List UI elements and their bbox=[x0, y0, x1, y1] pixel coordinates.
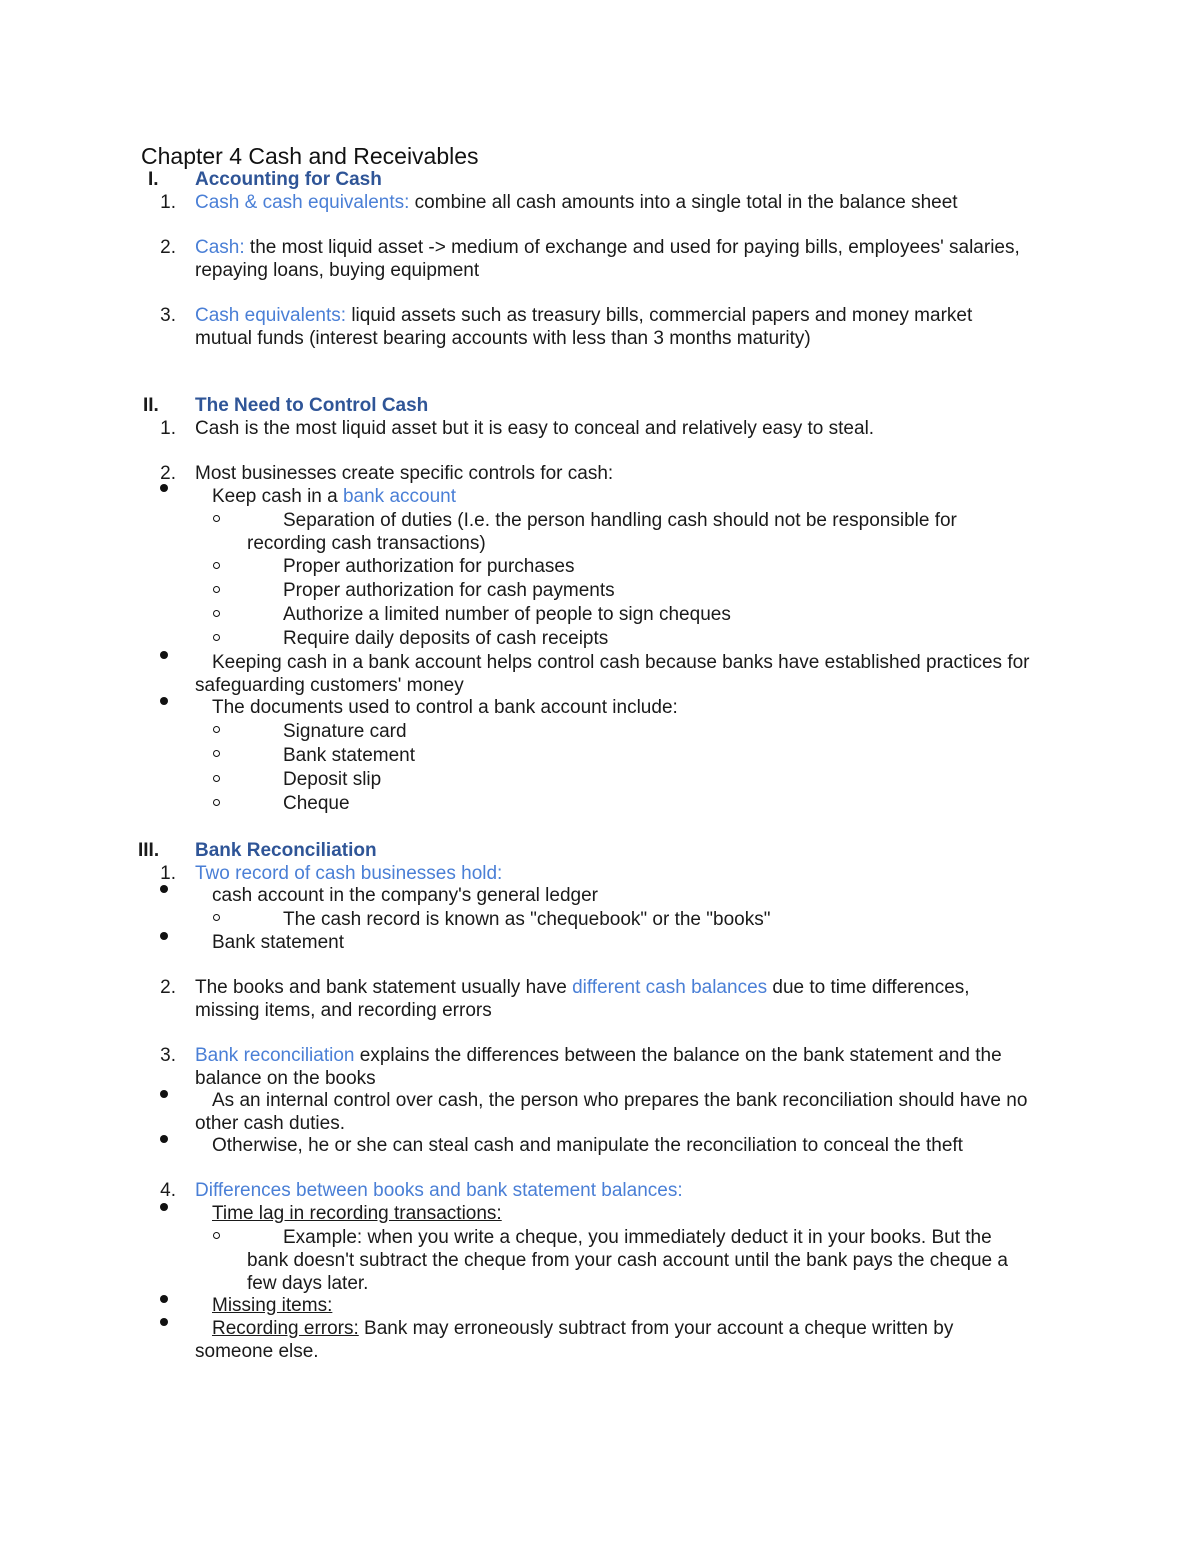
bullet-item: Bank statement bbox=[212, 932, 345, 953]
circle-bullet-icon bbox=[213, 515, 220, 522]
bullet-item: Time lag in recording transactions: bbox=[212, 1203, 502, 1224]
list-item bbox=[195, 236, 1020, 259]
circle-bullet-icon bbox=[213, 562, 220, 569]
item-text: due to time differences, bbox=[767, 977, 970, 998]
list-item bbox=[195, 1044, 1002, 1067]
list-number: 1. bbox=[160, 418, 176, 439]
circle-bullet-icon bbox=[213, 750, 220, 757]
bullet-item: cash account in the company's general ledger bbox=[212, 885, 598, 906]
bullet-item bbox=[212, 1317, 953, 1340]
circle-bullet-icon bbox=[213, 1232, 220, 1239]
section-heading: Bank Reconciliation bbox=[195, 840, 377, 861]
term: Cash & cash equivalents: bbox=[195, 192, 410, 213]
bullet-icon bbox=[160, 651, 168, 659]
sub-bullet-item: Bank statement bbox=[283, 745, 416, 766]
list-number: 2. bbox=[160, 977, 176, 998]
sub-bullet-item: Require daily deposits of cash receipts bbox=[283, 628, 609, 649]
item-text-cont: missing items, and recording errors bbox=[195, 1000, 492, 1021]
item-text: the most liquid asset -> medium of exchange and used for paying bills, employees' salaries, bbox=[244, 237, 1020, 258]
bullet-item: The documents used to control a bank account include: bbox=[212, 697, 678, 718]
bullet-icon bbox=[160, 1090, 168, 1098]
sub-bullet-item: Proper authorization for purchases bbox=[283, 556, 575, 577]
list-item: Two record of cash businesses hold: bbox=[195, 863, 503, 884]
sub-bullet-item-cont: bank doesn't subtract the cheque from your cash account until the bank pays the cheque a bbox=[247, 1250, 1008, 1271]
circle-bullet-icon bbox=[213, 775, 220, 782]
list-item bbox=[195, 976, 970, 999]
term: bank account bbox=[342, 486, 457, 507]
sub-bullet-item-cont: recording cash transactions) bbox=[247, 533, 486, 554]
sub-bullet-item: Separation of duties (I.e. the person handling cash should not be responsible for bbox=[283, 510, 957, 531]
bullet-icon bbox=[160, 1203, 168, 1211]
page-title: Chapter 4 Cash and Receivables bbox=[141, 143, 479, 169]
item-text: Bank may erroneously subtract from your account a cheque written by bbox=[358, 1318, 954, 1339]
bullet-icon bbox=[160, 1135, 168, 1143]
circle-bullet-icon bbox=[213, 914, 220, 921]
bullet-icon bbox=[160, 1295, 168, 1303]
bullet-item bbox=[212, 485, 456, 508]
item-text-cont: repaying loans, buying equipment bbox=[195, 260, 480, 281]
term: Recording errors: bbox=[212, 1318, 359, 1339]
item-text: explains the differences between the balance on the bank statement and the bbox=[354, 1045, 1002, 1066]
bullet-icon bbox=[160, 484, 168, 492]
sub-bullet-item: Signature card bbox=[283, 721, 407, 742]
list-number: 3. bbox=[160, 305, 176, 326]
list-item bbox=[195, 304, 972, 327]
sub-bullet-item: Deposit slip bbox=[283, 769, 382, 790]
item-text-cont: balance on the books bbox=[195, 1068, 376, 1089]
bullet-icon bbox=[160, 1318, 168, 1326]
list-number: 2. bbox=[160, 237, 176, 258]
item-text: combine all cash amounts into a single total in the balance sheet bbox=[409, 192, 958, 213]
list-number: 3. bbox=[160, 1045, 176, 1066]
bullet-icon bbox=[160, 697, 168, 705]
sub-bullet-item: The cash record is known as "chequebook" or the "books" bbox=[283, 909, 771, 930]
bullet-item-cont: other cash duties. bbox=[195, 1113, 345, 1134]
bullet-icon bbox=[160, 932, 168, 940]
section-numeral: I. bbox=[148, 169, 159, 190]
list-number: 2. bbox=[160, 463, 176, 484]
section-numeral: III. bbox=[138, 840, 160, 861]
sub-bullet-item: Proper authorization for cash payments bbox=[283, 580, 615, 601]
bullet-item: Keeping cash in a bank account helps control cash because banks have established practices for bbox=[212, 652, 1030, 673]
circle-bullet-icon bbox=[213, 634, 220, 641]
bullet-item: As an internal control over cash, the person who prepares the bank reconciliation should have no bbox=[212, 1090, 1028, 1111]
sub-bullet-item: Example: when you write a cheque, you immediately deduct it in your books. But the bbox=[283, 1227, 992, 1248]
bullet-item-cont: someone else. bbox=[195, 1341, 319, 1362]
sub-bullet-item: Cheque bbox=[283, 793, 350, 814]
item-text: The books and bank statement usually have bbox=[195, 977, 573, 998]
sub-bullet-item-cont: few days later. bbox=[247, 1273, 369, 1294]
bullet-text: Keep cash in a bbox=[212, 486, 343, 507]
section-numeral: II. bbox=[143, 395, 159, 416]
circle-bullet-icon bbox=[213, 726, 220, 733]
list-item bbox=[195, 191, 958, 214]
list-item: Differences between books and bank statement balances: bbox=[195, 1180, 683, 1201]
circle-bullet-icon bbox=[213, 586, 220, 593]
bullet-icon bbox=[160, 885, 168, 893]
term: Bank reconciliation bbox=[195, 1045, 355, 1066]
sub-bullet-item: Authorize a limited number of people to sign cheques bbox=[283, 604, 731, 625]
term: different cash balances bbox=[572, 977, 768, 998]
bullet-item: Otherwise, he or she can steal cash and manipulate the reconciliation to conceal the theft bbox=[212, 1135, 963, 1156]
list-number: 4. bbox=[160, 1180, 176, 1201]
item-text: liquid assets such as treasury bills, commercial papers and money market bbox=[346, 305, 973, 326]
bullet-item: Missing items: bbox=[212, 1295, 333, 1316]
bullet-item-cont: safeguarding customers' money bbox=[195, 675, 464, 696]
list-number: 1. bbox=[160, 863, 176, 884]
circle-bullet-icon bbox=[213, 610, 220, 617]
circle-bullet-icon bbox=[213, 799, 220, 806]
list-number: 1. bbox=[160, 192, 176, 213]
term: Cash: bbox=[195, 237, 245, 258]
term: Cash equivalents: bbox=[195, 305, 347, 326]
item-text-cont: mutual funds (interest bearing accounts with less than 3 months maturity) bbox=[195, 328, 811, 349]
list-item: Cash is the most liquid asset but it is easy to conceal and relatively easy to steal. bbox=[195, 418, 875, 439]
section-heading: The Need to Control Cash bbox=[195, 395, 429, 416]
list-item: Most businesses create specific controls for cash: bbox=[195, 463, 614, 484]
section-heading: Accounting for Cash bbox=[195, 169, 382, 190]
